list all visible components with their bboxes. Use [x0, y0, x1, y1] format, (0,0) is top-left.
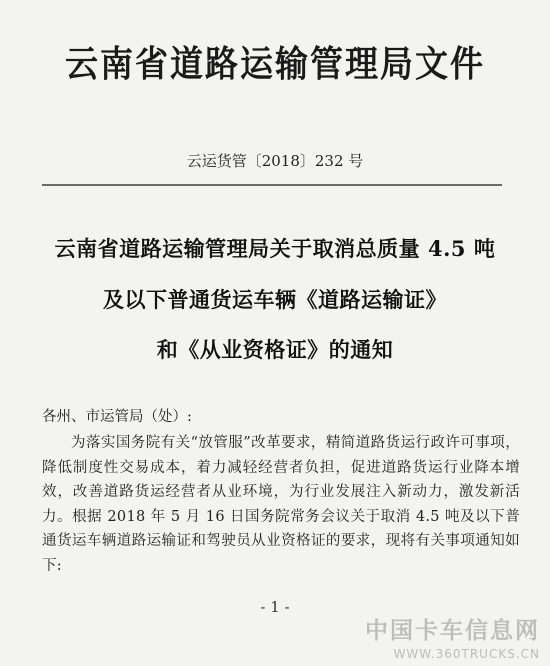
page-number: - 1 - [260, 598, 290, 616]
notice-title-line-3: 和《从业资格证》的通知 [156, 337, 394, 362]
recipient-line: 各州、市运管局（处）: [42, 409, 192, 425]
watermark-url: WWW.360TRUCKS.CN [393, 647, 540, 661]
site-watermark [365, 612, 540, 661]
body-paragraph: 为落实国务院有关“放管服”改革要求，精简道路货运行政许可事项，降低制度性交易成本，着力减轻经营者负担，促进道路货运行业降本增效，改善道路货运经营者从业环境，为行业发展注入新动力，激发新活力。根据 2018 年 5 月 16 日国务院常务会议关于取消 4.5 吨及以下普通货运车辆道路运输证和驾驶员从业资格证的要求，现将有关事项通知如下: [42, 435, 520, 574]
notice-title-line-2: 及以下普通货运车辆《道路运输证》 [103, 287, 447, 312]
document-number: 云运货管〔2018〕232 号 [186, 152, 364, 170]
watermark-text: 中国卡车信息网 [365, 618, 540, 644]
notice-title-line-1: 云南省道路运输管理局关于取消总质量 4.5 吨 [54, 236, 496, 261]
document-header-title: 云南省道路运输管理局文件 [65, 42, 485, 85]
header-divider [42, 184, 502, 186]
